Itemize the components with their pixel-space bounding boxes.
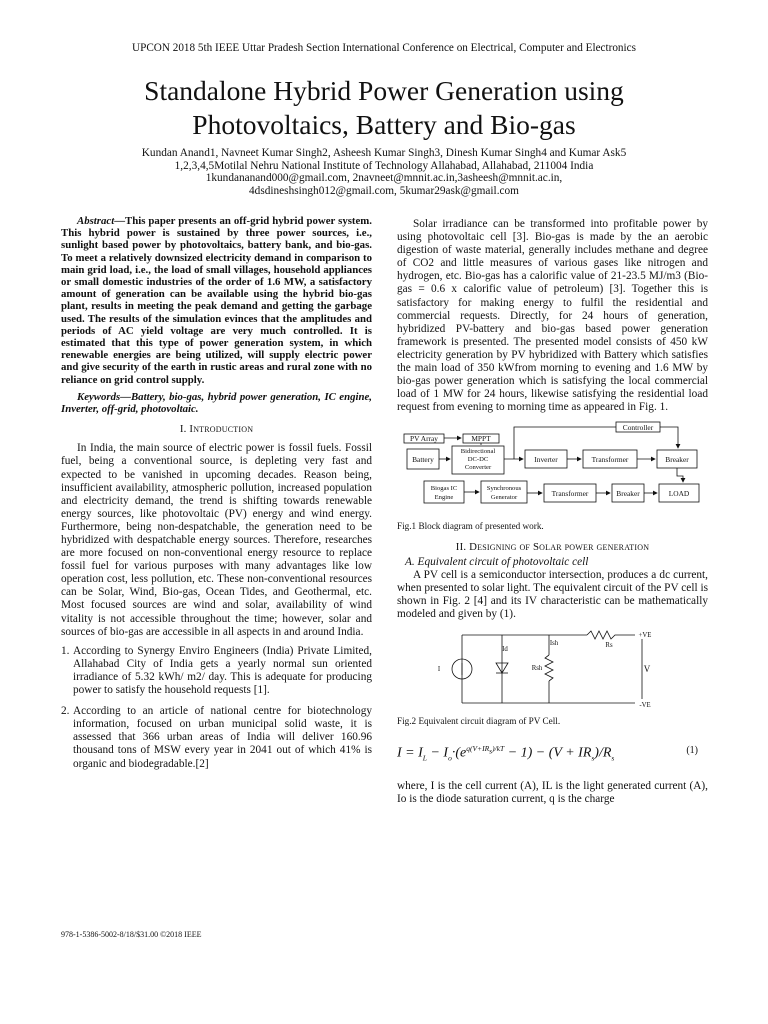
battery-label: Battery bbox=[412, 455, 434, 465]
dcdc-label-2: DC-DC bbox=[467, 456, 489, 464]
section-heading-introduction: I. Introduction bbox=[179, 423, 254, 436]
fig2-caption: Fig.2 Equivalent circuit diagram of PV Cell. bbox=[397, 716, 561, 727]
author-affiliation: 1,2,3,4,5Motilal Nehru National Institute of Technology Allahabad, Allahabad, 211004 India bbox=[174, 159, 594, 172]
conference-header: UPCON 2018 5th IEEE Uttar Pradesh Section International Conference on Electrical, Computer and Electronics bbox=[132, 42, 636, 54]
dcdc-label-3: Converter bbox=[464, 464, 492, 472]
sync-label-1: Synchronous bbox=[486, 485, 522, 493]
ve-pos-label: +VE bbox=[638, 632, 652, 640]
biogas-label-2: Engine bbox=[434, 494, 454, 502]
abstract bbox=[61, 215, 372, 386]
list-item-text: According to Synergy Enviro Engineers (India) Private Limited, Allahabad City of India gets a yearly normal sun oriented irradiance of 5.32 kWh/ m2/ day. This is adequate for producing power to satisfy the household requests [1]. bbox=[73, 644, 372, 697]
author-block bbox=[40, 147, 728, 197]
breaker2-label: Breaker bbox=[616, 489, 640, 499]
biogas-label-1: Biogas IC bbox=[430, 485, 458, 493]
abstract-label: Abstract bbox=[77, 215, 115, 227]
dcdc-label-1: Bidirectional bbox=[460, 448, 496, 456]
rsh-label: Rsh bbox=[531, 665, 543, 673]
transformer2-label: Transformer bbox=[551, 489, 589, 499]
subsection-heading-a: A. Equivalent circuit of photovoltaic cell bbox=[405, 555, 589, 568]
breaker1-label: Breaker bbox=[665, 455, 689, 465]
title-line-2: Photovoltaics, Battery and Bio-gas bbox=[192, 109, 576, 140]
page-footer: 978-1-5386-5002-8/18/$31.00 ©2018 IEEE bbox=[61, 930, 202, 939]
equation-formula: $I = I_L - I_o\cdot(e^{q(V+IR_s)/kT} - 1) - (V + IR_s)/R_s$ bbox=[397, 744, 615, 763]
abstract-text: —This paper presents an off-grid hybrid power system. This hybrid power is sustained by three power sources, i.e., sunlight based power by photovoltaics, battery bank, and bio-gas. To meet a relatively downsized electricity demand in comparison to main grid load, i.e., the load of small villages, household appliances or small domestic industries of the order of 1.6 MW, a satisfactory amount of generation can be available using the hybrid bio-gas plant, results in meeting the peak demand and getting the garbage used. The results of the simulation evinces that the amplitudes and periods of AC yield voltage are very much controlled. It is estimated that this type of power generation system, in which renewable energies are being utilized, will supply electric power and give security of the earth in rustic areas and rural zone with no reliance on grid control supply. bbox=[61, 215, 372, 386]
inverter-label: Inverter bbox=[534, 455, 558, 465]
pv-circuit-figure bbox=[397, 627, 708, 713]
v-label: V bbox=[643, 664, 651, 675]
section-heading-solar: II. Designing of Solar power generation bbox=[455, 540, 650, 553]
block-diagram-figure bbox=[397, 420, 708, 518]
pv-array-label: PV Array bbox=[410, 434, 438, 444]
rs-label: Rs bbox=[605, 642, 613, 650]
paper-title bbox=[40, 74, 728, 142]
right-paragraph-2: A PV cell is a semiconductor intersection, produces a dc current, when presented to solar light. The equivalent circuit of the PV cell is shown in Fig. 2 [4] and its IV characteristic can be mathematically modeled and given by (1). bbox=[397, 568, 708, 620]
list-item bbox=[61, 705, 372, 770]
ve-neg-label: -VE bbox=[639, 702, 651, 710]
equation-number: (1) bbox=[686, 745, 698, 757]
ish-label: Ish bbox=[549, 640, 559, 648]
right-column bbox=[397, 218, 708, 806]
intro-paragraph: In India, the main source of electric power is fossil fuels. Fossil fuel, being a conventional source, is depleting very fast and expected to be vanished in upcoming decades. Reason being, insufficient availability, atmospheric pollution, increased population and electricity demand, the trend is shifting towards renewable energy sources, like photovoltaic (PV) energy and wind energy. Furthermore, being non-despatchable, the generation need to be hybridized with despatchable energy sources. Therefore, researches are more focused on non-conventional energy resource to replace fossil fuel for various purposes with many advantages like low operation cost, less pollution, etc. These non-conventional resources can be Solar, Wind, Bio-gas, Ocean Tides, and Geothermal, etc. Most focused sources are wind and solar, availability of wind vitality is not accessible throughout the time; however, solar and sources of bio-gas are accessible in all aspects in and around India. bbox=[61, 442, 372, 638]
id-label: Id bbox=[502, 646, 508, 654]
load-label: LOAD bbox=[668, 489, 690, 499]
author-emails-2: 4dsdineshsingh012@gmail.com, 5kumar29ask@gmail.com bbox=[249, 184, 519, 197]
right-paragraph-3: where, I is the cell current (A), IL is the light generated current (A), Io is the diode saturation current, q is the charge bbox=[397, 780, 708, 806]
author-emails-1: 1kundananand000@gmail.com, 2navneet@mnnit.ac.in,3asheesh@mnnit.ac.in, bbox=[205, 172, 563, 185]
list-item-number: 2. bbox=[61, 705, 70, 718]
list-item-number: 1. bbox=[61, 644, 70, 657]
il-label: I bbox=[437, 666, 441, 674]
list-item bbox=[61, 645, 372, 697]
right-paragraph-1: Solar irradiance can be transformed into profitable power by using photovoltaic cell [3]. Bio-gas is made by the an aerobic digestion of waste material, generally includes methane and degree of CO2 and little measures of various gases like nitrogen and hydrogen, etc. Bio-gas has a calorific value of 21-23.5 MJ/m3 (Bio-gas = 0.6 x calorific value of petroleum) [3]. Together this is satisfactory for making energy to fulfil the residential and commercial requests. Directly, for 24 hours of generation, hybridized PV-battery and bio-gas based power generation framework is presented. The presented model consists of 450 kW electricity generation by PV hybridized with Battery which satisfies the main load of 350 kWfrom morning to evening and 1.6 MW by bio-gas power generation which is satisfying the local commercial load of 1 MW for 24 hours, likewise satisfying the residential load request from evening to morning time as appeared in Fig. 1. bbox=[397, 218, 708, 414]
author-names: Kundan Anand1, Navneet Kumar Singh2, Asheesh Kumar Singh3, Dinesh Kumar Singh4 and Kumar Ask5 bbox=[141, 147, 627, 159]
list-item-text: According to an article of national centre for biotechnology information, focused on urban municipal solid waste, it is assessed that 366 urban areas of India will deliver 160.96 thousand tons of MSW every year in 2041 out of which 41% is organic and biodegradable.[2] bbox=[73, 705, 372, 770]
controller-label: Controller bbox=[622, 423, 654, 433]
title-line-1: Standalone Hybrid Power Generation using bbox=[144, 75, 624, 106]
intro-list bbox=[61, 645, 372, 771]
equation-1 bbox=[397, 732, 708, 778]
keywords: Keywords—Battery, bio-gas, hybrid power generation, IC engine, Inverter, off-grid, photovoltaic. bbox=[61, 390, 372, 416]
fig1-caption: Fig.1 Block diagram of presented work. bbox=[397, 521, 544, 532]
mppt-label: MPPT bbox=[471, 434, 491, 444]
left-column bbox=[61, 215, 372, 779]
sync-label-2: Generator bbox=[490, 494, 518, 502]
transformer1-label: Transformer bbox=[591, 455, 629, 465]
